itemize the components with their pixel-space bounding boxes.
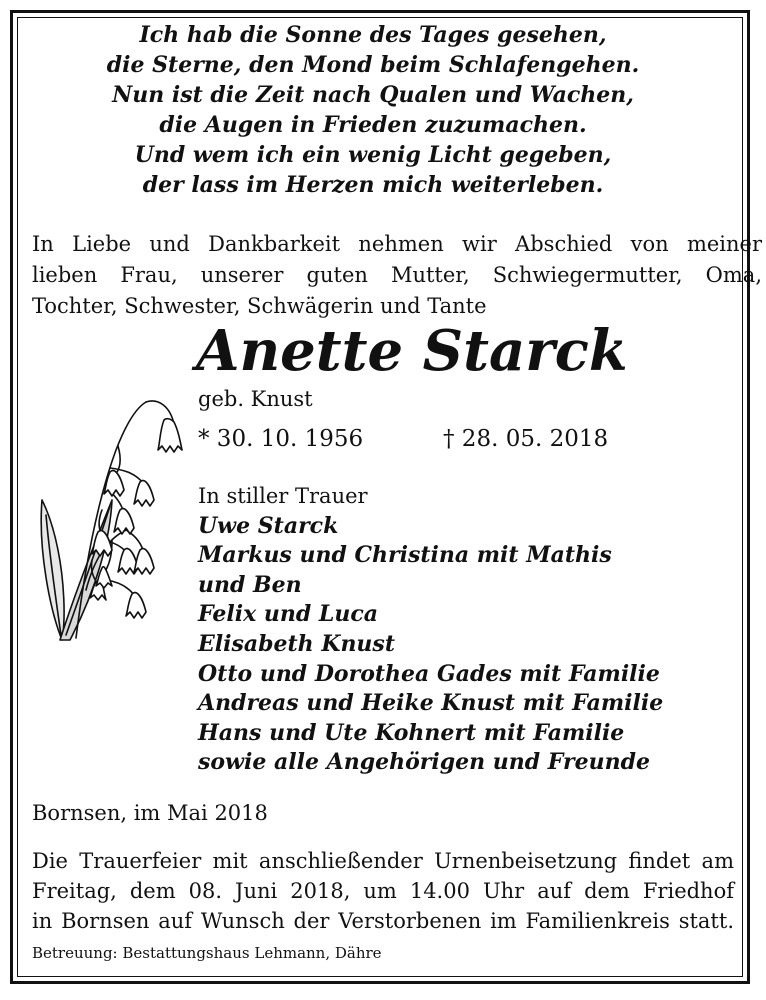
mourner-name: sowie alle Angehörigen und Freunde (198, 749, 650, 776)
poem (0, 20, 746, 200)
birth-date: * 30. 10. 1956 (198, 426, 364, 452)
mourners-heading: In stiller Trauer (198, 484, 368, 508)
funeral-home-credit: Betreuung: Bestattungshaus Lehmann, Dähre (32, 944, 382, 962)
intro-text (32, 229, 762, 322)
mourner-name: und Ben (198, 571, 302, 598)
ceremony-line: Die Trauerfeier mit anschließender Urnenbeisetzung findet am (32, 849, 734, 873)
poem-line: die Sterne, den Mond beim Schlafengehen. (106, 52, 640, 78)
mourners-list (198, 482, 663, 778)
poem-line: der lass im Herzen mich weiterleben. (142, 172, 604, 198)
mourner-name: Andreas und Heike Knust mit Familie (198, 690, 664, 717)
place-and-date: Bornsen, im Mai 2018 (32, 801, 268, 825)
mourner-name: Uwe Starck (198, 512, 339, 539)
ceremony-notice (32, 846, 734, 936)
mourner-name: Markus und Christina mit Mathis (198, 542, 612, 569)
birth-name: geb. Knust (198, 387, 313, 411)
poem-line: Ich hab die Sonne des Tages gesehen, (139, 22, 607, 48)
mourner-name: Elisabeth Knust (198, 630, 395, 657)
poem-line: die Augen in Frieden zuzumachen. (159, 112, 587, 138)
intro-line: Tochter, Schwester, Schwägerin und Tante (32, 294, 487, 318)
poem-line: Und wem ich ein wenig Licht gegeben, (134, 142, 612, 168)
ceremony-line: in Bornsen auf Wunsch der Verstorbenen im Familienkreis statt. (32, 909, 734, 933)
ceremony-line: Freitag, dem 08. Juni 2018, um 14.00 Uhr auf dem Friedhof (32, 879, 734, 903)
intro-line: In Liebe und Dankbarkeit nehmen wir Abschied von meiner (32, 232, 762, 256)
mourner-name: Otto und Dorothea Gades mit Familie (198, 660, 660, 687)
deceased-name: Anette Starck (196, 318, 628, 384)
poem-line: Nun ist die Zeit nach Qualen und Wachen, (112, 82, 634, 108)
mourner-name: Felix und Luca (198, 601, 379, 628)
mourner-name: Hans und Ute Kohnert mit Familie (198, 719, 625, 746)
life-dates (198, 424, 609, 454)
lily-of-the-valley-icon (36, 390, 192, 646)
death-date: † 28. 05. 2018 (443, 426, 609, 452)
intro-line: lieben Frau, unserer guten Mutter, Schwiegermutter, Oma, (32, 263, 762, 287)
